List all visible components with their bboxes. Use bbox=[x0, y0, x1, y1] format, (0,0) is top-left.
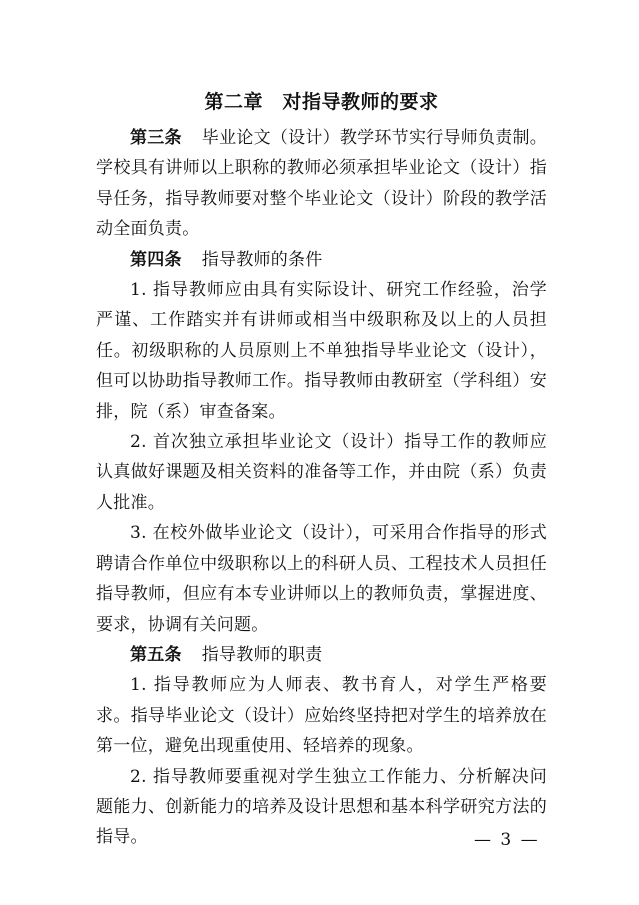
article-3-number: 第三条 bbox=[130, 128, 182, 148]
article-5-item-1: 1. 指导教师应为人师表、教书育人，对学生严格要求。指导毕业论文（设计）应始终坚持把对学生的培养放在第一位，避免出现重使用、轻培养的现象。 bbox=[96, 675, 547, 757]
article-4-item-3: 3. 在校外做毕业论文（设计），可采用合作指导的形式聘请合作单位中级职称以上的科研人员、工程技术人员担任指导教师，但应有本专业讲师以上的教师负责，掌握进度、要求，协调有关问题。 bbox=[96, 523, 547, 635]
article-4-item-2: 2. 首次独立承担毕业论文（设计）指导工作的教师应认真做好课题及相关资料的准备等工作，并由院（系）负责人批准。 bbox=[96, 432, 547, 513]
article-4-heading-line bbox=[96, 245, 547, 275]
article-4-item-1: 1. 指导教师应由具有实际设计、研究工作经验，治学严谨、工作踏实并有讲师或相当中级职称及以上的人员担任。初级职称的人员原则上不单独指导毕业论文（设计），但可以协助指导教师工作。指导教师由教研室（学科组）安排，院（系）审查备案。 bbox=[96, 280, 547, 422]
article-5-heading: 指导教师的职责 bbox=[201, 644, 323, 665]
article-3-paragraph bbox=[96, 123, 547, 245]
chapter-title: 第二章 对指导教师的要求 bbox=[204, 91, 439, 113]
article-4-number: 第四条 bbox=[130, 249, 182, 270]
article-5-number: 第五条 bbox=[130, 644, 182, 665]
article-5-heading-line bbox=[96, 640, 547, 670]
article-4-heading: 指导教师的条件 bbox=[201, 249, 323, 270]
article-5-item-2: 2. 指导教师要重视对学生独立工作能力、分析解决问题能力、创新能力的培养及设计思想和基本科学研究方法的指导。 bbox=[96, 766, 547, 848]
article-3-text: 毕业论文（设计）教学环节实行导师负责制。学校具有讲师以上职称的教师必须承担毕业论文（设计）指导任务，指导教师要对整个毕业论文（设计）阶段的教学活动全面负责。 bbox=[96, 128, 548, 240]
page-number: — 3 — bbox=[474, 830, 540, 850]
